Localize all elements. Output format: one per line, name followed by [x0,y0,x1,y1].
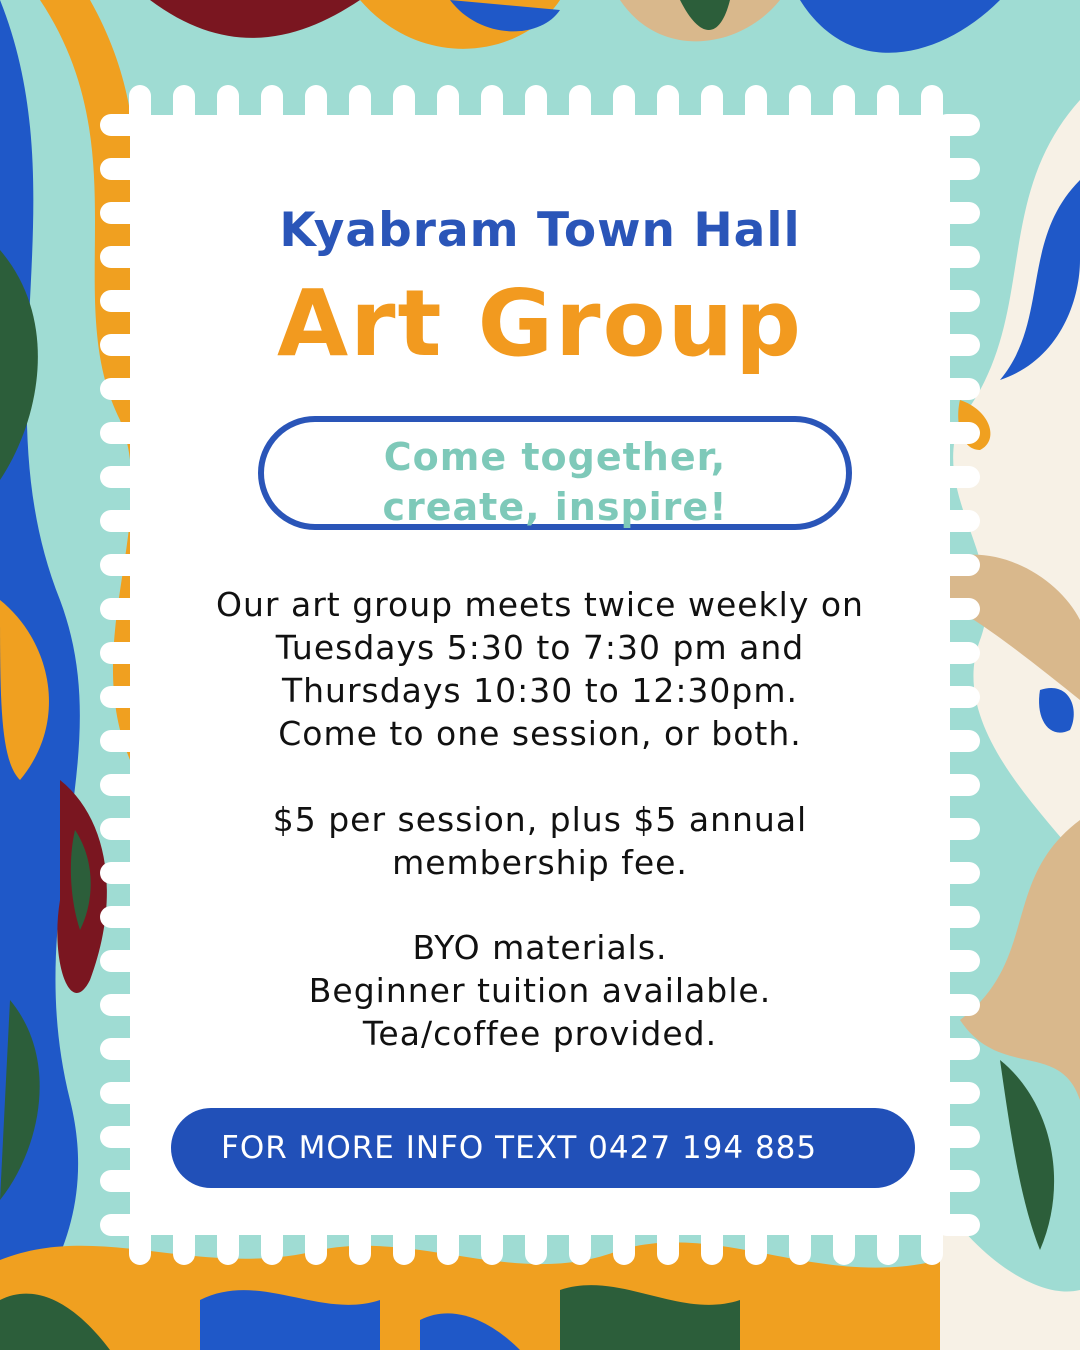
tagline-line-1: Come together, [383,435,727,479]
schedule-line: Thursdays 10:30 to 12:30pm. [281,671,799,710]
contact-info-button[interactable] [171,1108,915,1188]
tagline [264,432,846,532]
schedule-line: Tuesdays 5:30 to 7:30 pm and [275,628,805,667]
fee-line: membership fee. [392,843,688,882]
tagline-line-2: create, inspire! [382,485,728,529]
page-title: Art Group [276,270,804,377]
schedule-line: Our art group meets twice weekly on [216,585,864,624]
extras-line: Beginner tuition available. [308,971,772,1010]
contact-info-text: FOR MORE INFO TEXT 0427 194 885 [221,1130,818,1166]
extras-line: BYO materials. [412,928,668,967]
schedule-line: Come to one session, or both. [278,714,802,753]
venue-heading: Kyabram Town Hall [279,203,801,258]
fee-line: $5 per session, plus $5 annual [272,800,808,839]
tagline-pill [258,416,852,530]
extras-line: Tea/coffee provided. [362,1014,718,1053]
